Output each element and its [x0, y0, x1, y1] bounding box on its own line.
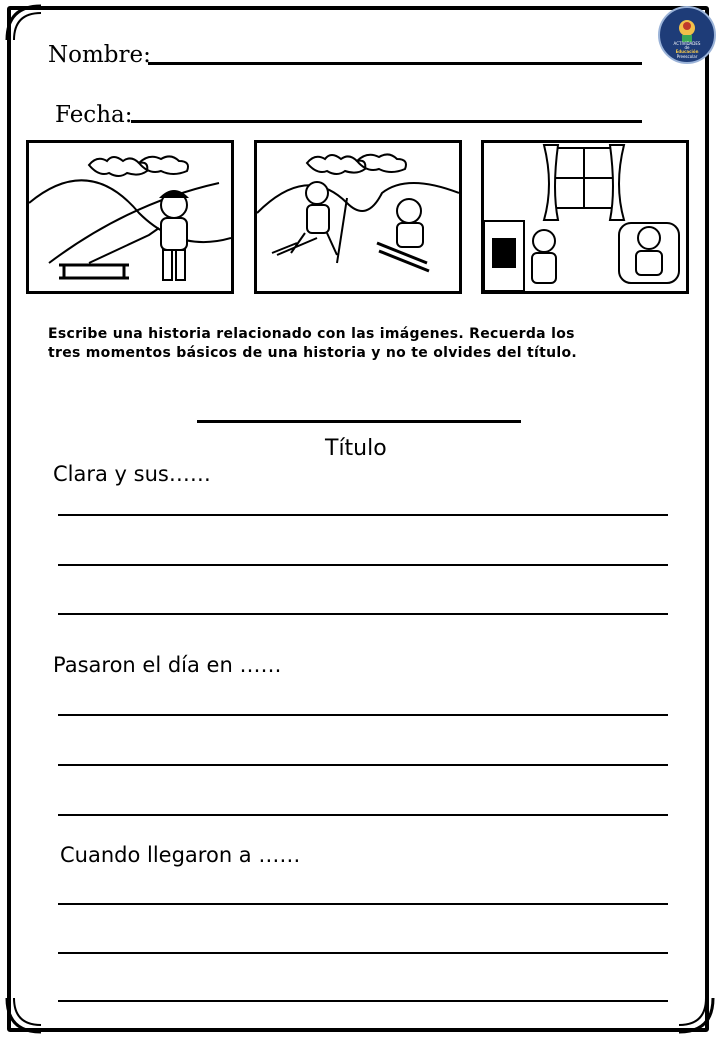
writing-line[interactable]	[58, 564, 668, 566]
title-label: Título	[325, 436, 387, 461]
corner-ornament-bottom-left	[4, 995, 44, 1035]
prompt-middle: Pasaron el día en ……	[53, 653, 282, 677]
panel-indoors-by-fireplace	[481, 140, 689, 294]
panel-child-with-sled	[26, 140, 234, 294]
school-logo-icon	[658, 6, 716, 64]
logo-mid-text: de	[684, 45, 690, 50]
logo-top-text: ACTIVIDADES	[673, 41, 701, 46]
prompt-end: Cuando llegaron a ……	[60, 843, 301, 867]
prompt-beginning: Clara y sus……	[53, 462, 211, 486]
logo-brand-text: Educación	[675, 49, 699, 54]
writing-line[interactable]	[58, 1000, 668, 1002]
fecha-label: Fecha:	[55, 102, 133, 128]
logo-bottom-text: Preescolar	[676, 54, 698, 59]
fireplace-icon	[484, 143, 686, 291]
nombre-label: Nombre:	[48, 42, 151, 68]
writing-line[interactable]	[58, 514, 668, 516]
writing-line[interactable]	[58, 952, 668, 954]
corner-ornament-bottom-right	[676, 995, 716, 1035]
instructions-text: Escribe una historia relacionado con las imágenes. Recuerda los tres momentos básicos de una historia y no te olvides del título.	[48, 326, 578, 361]
panel-skiing-and-sledding	[254, 140, 462, 294]
skiing-icon	[257, 143, 459, 291]
writing-line[interactable]	[58, 714, 668, 716]
writing-line[interactable]	[58, 613, 668, 615]
writing-line[interactable]	[58, 903, 668, 905]
child-sled-icon	[29, 143, 231, 291]
corner-ornament-top-left	[4, 3, 44, 43]
writing-line[interactable]	[58, 814, 668, 816]
nombre-field-line[interactable]	[148, 62, 642, 65]
title-field-line[interactable]	[197, 420, 521, 423]
writing-line[interactable]	[58, 764, 668, 766]
fecha-field-line[interactable]	[131, 120, 642, 123]
